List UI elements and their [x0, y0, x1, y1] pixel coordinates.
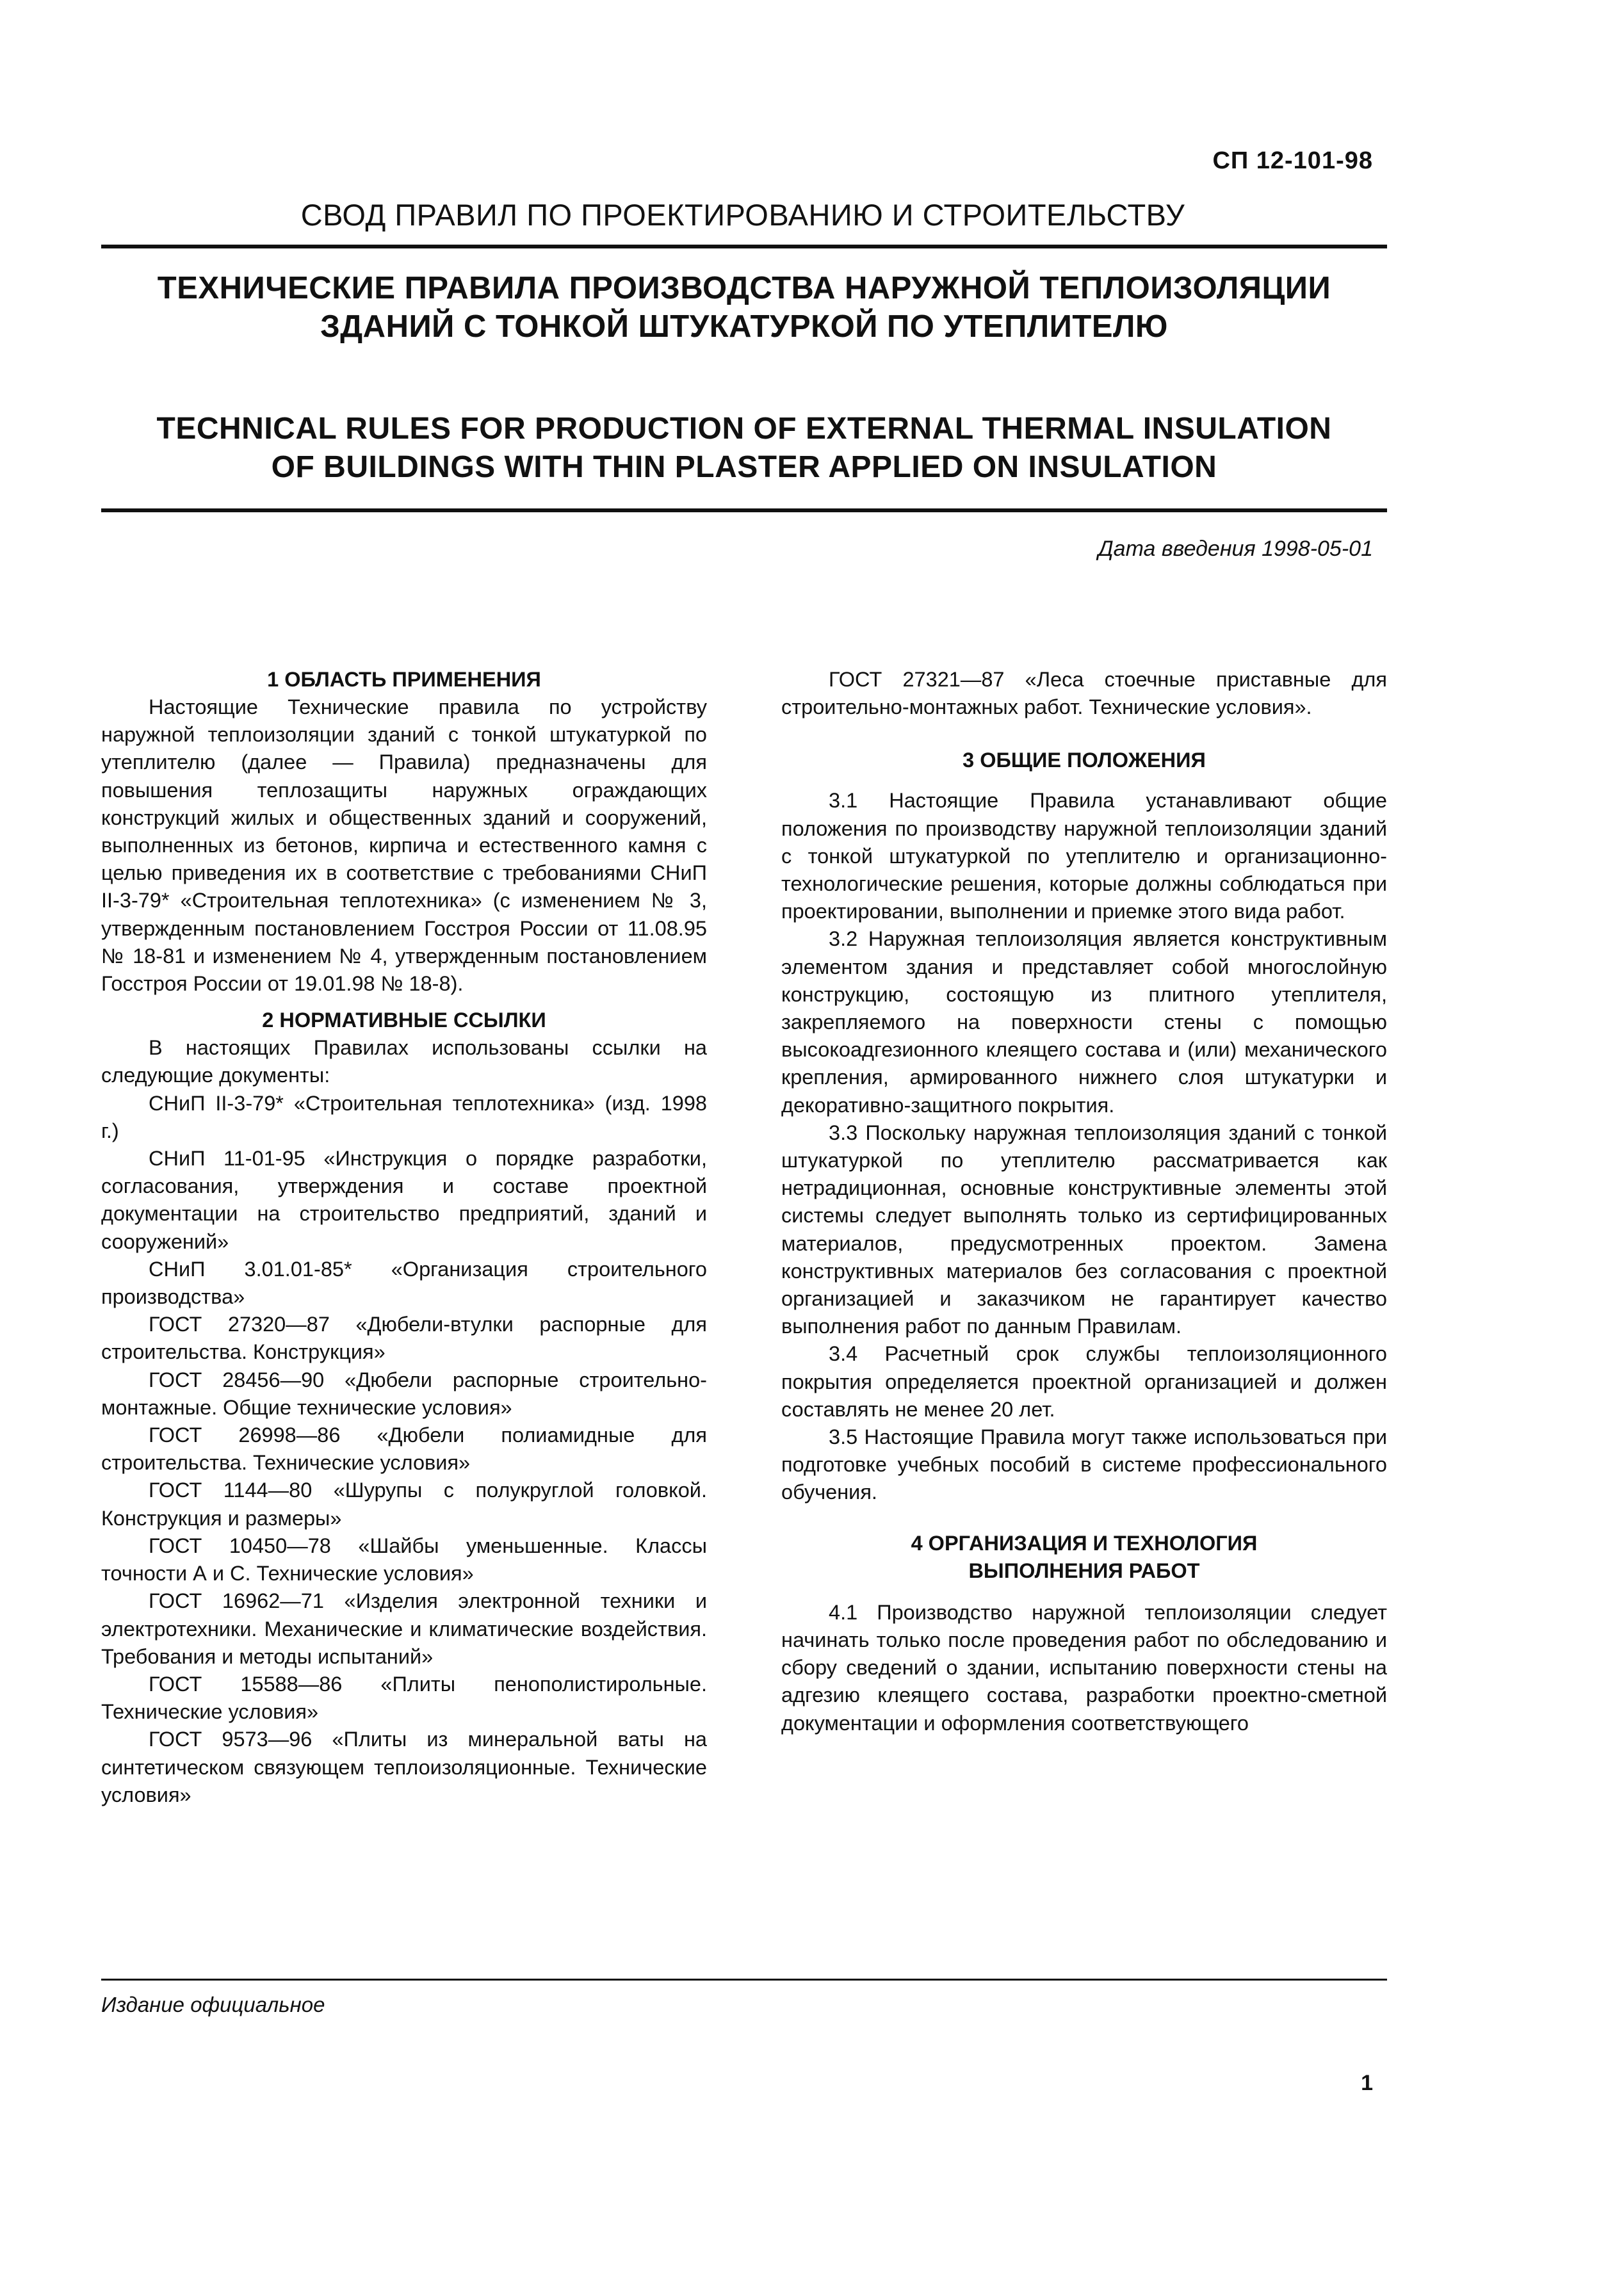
reference-item: СНиП 3.01.01-85* «Организация строительного производства»: [101, 1257, 707, 1309]
series-title: СВОД ПРАВИЛ ПО ПРОЕКТИРОВАНИЮ И СТРОИТЕЛЬСТВУ: [300, 198, 1185, 232]
section-heading: 1 ОБЛАСТЬ ПРИМЕНЕНИЯ: [267, 668, 541, 691]
divider-title: [101, 508, 1387, 512]
reference-item: ГОСТ 16962—71 «Изделия электронной техники и электротехники. Механические и климатические воздействия. Требования и методы испытаний»: [101, 1589, 707, 1668]
page-number: 1: [1361, 2071, 1373, 2095]
right-column: [781, 666, 1387, 1737]
divider-top: [101, 245, 1387, 248]
reference-item: ГОСТ 9573—96 «Плиты из минеральной ваты на синтетическом связующем теплоизоляционные. Технические условия»: [101, 1728, 707, 1806]
title-english-line: OF BUILDINGS WITH THIN PLASTER APPLIED ON INSULATION: [271, 450, 1217, 484]
reference-item: ГОСТ 28456—90 «Дюбели распорные строительно-монтажные. Общие технические условия»: [101, 1368, 707, 1419]
paragraph: Настоящие Технические правила по устройству наружной теплоизоляции зданий с тонкой штукатуркой по утеплителю (далее — Правила) предназначены для повышения теплозащиты наружных ограждающих конструкций жилых и общественных зданий и сооружений, выполненных из бетонов, кирпича и естественного камня с целью приведения их в соответствие с требованиями СНиП II-3-79* «Строительная теплотехника» (с изменением № 3, утвержденным постановлением Госстроя России от 11.08.95 № 18-81 и изменением № 4, утвержденным постановлением Госстроя России от 19.01.98 № 18-8).: [101, 695, 707, 996]
left-column: [101, 666, 707, 1809]
paragraph: В настоящих Правилах использованы ссылки на следующие документы:: [101, 1036, 707, 1087]
title-english: [101, 410, 1387, 487]
paragraph: 3.5 Настоящие Правила могут также использоваться при подготовке учебных пособий в системе профессионального обучения.: [781, 1425, 1387, 1504]
paragraph: 3.3 Поскольку наружная теплоизоляция зданий с тонкой штукатуркой по утеплителю рассматривается как нетрадиционная, основные конструктивные элементы этой системы следует выполнять только из сертифицированных материалов, предусмотренных проектом. Замена конструктивных материалов без согласования с проектной организацией и заказчиком не гарантирует качество выполнения работ по данным Правилам.: [781, 1121, 1387, 1338]
section-heading-line: 4 ОРГАНИЗАЦИЯ И ТЕХНОЛОГИЯ: [911, 1531, 1258, 1555]
paragraph: 4.1 Производство наружной теплоизоляции следует начинать только после проведения работ по обследованию и сбору сведений о здании, испытанию поверхности стены на адгезию клеящего состава, разработки проектно-сметной документации и оформления соответствующего: [781, 1600, 1387, 1735]
reference-item: ГОСТ 15588—86 «Плиты пенополистирольные. Технические условия»: [101, 1672, 707, 1724]
section-heading: 3 ОБЩИЕ ПОЛОЖЕНИЯ: [962, 749, 1206, 772]
reference-item: ГОСТ 1144—80 «Шурупы с полукруглой головкой. Конструкция и размеры»: [101, 1479, 707, 1530]
introduction-date: Дата введения 1998-05-01: [1098, 537, 1373, 561]
title-russian-line: ЗДАНИЙ С ТОНКОЙ ШТУКАТУРКОЙ ПО УТЕПЛИТЕЛЮ: [320, 309, 1168, 344]
reference-item: СНиП II-3-79* «Строительная теплотехника» (изд. 1998 г.): [101, 1091, 707, 1142]
paragraph: 3.1 Настоящие Правила устанавливают общие положения по производству наружной теплоизоляции зданий с тонкой штукатуркой по утеплителю и организационно-технологические решения, которые должны соблюдаться при проектировании, выполнении и приемке этого вида работ.: [781, 789, 1387, 923]
title-english-line: TECHNICAL RULES FOR PRODUCTION OF EXTERNAL THERMAL INSULATION: [156, 412, 1332, 446]
reference-item: ГОСТ 26998—86 «Дюбели полиамидные для строительства. Технические условия»: [101, 1423, 707, 1475]
document-code: СП 12-101-98: [1212, 147, 1373, 174]
reference-item: СНиП 11-01-95 «Инструкция о порядке разработки, согласования, утверждения и составе проектной документации на строительство предприятий, зданий и сооружений»: [101, 1147, 707, 1253]
paragraph: 3.4 Расчетный срок службы теплоизоляционного покрытия определяется проектной организацией и должен составлять не менее 20 лет.: [781, 1342, 1387, 1421]
reference-item: ГОСТ 10450—78 «Шайбы уменьшенные. Классы точности А и С. Технические условия»: [101, 1534, 707, 1585]
section-heading-line: ВЫПОЛНЕНИЯ РАБОТ: [968, 1559, 1200, 1582]
edition-note: Издание официальное: [101, 1993, 325, 2016]
section-heading: 2 НОРМАТИВНЫЕ ССЫЛКИ: [262, 1009, 546, 1032]
reference-item: ГОСТ 27320—87 «Дюбели-втулки распорные для строительства. Конструкция»: [101, 1313, 707, 1364]
paragraph: 3.2 Наружная теплоизоляция является конструктивным элементом здания и представляет собой многослойную конструкцию, состоящую из плитного утеплителя, закрепляемого на поверхности стены с помощью высокоадгезионного клеящего состава и (или) механического крепления, армированного нижнего слоя штукатурки и декоративно-защитного покрытия.: [781, 927, 1387, 1117]
reference-item: ГОСТ 27321—87 «Леса стоечные приставные для строительно-монтажных работ. Технические условия».: [781, 668, 1387, 719]
title-russian-line: ТЕХНИЧЕСКИЕ ПРАВИЛА ПРОИЗВОДСТВА НАРУЖНОЙ ТЕПЛОИЗОЛЯЦИИ: [157, 271, 1331, 305]
section-heading: [781, 1530, 1387, 1585]
divider-footer: [101, 1979, 1387, 1981]
title-russian: [101, 269, 1387, 346]
